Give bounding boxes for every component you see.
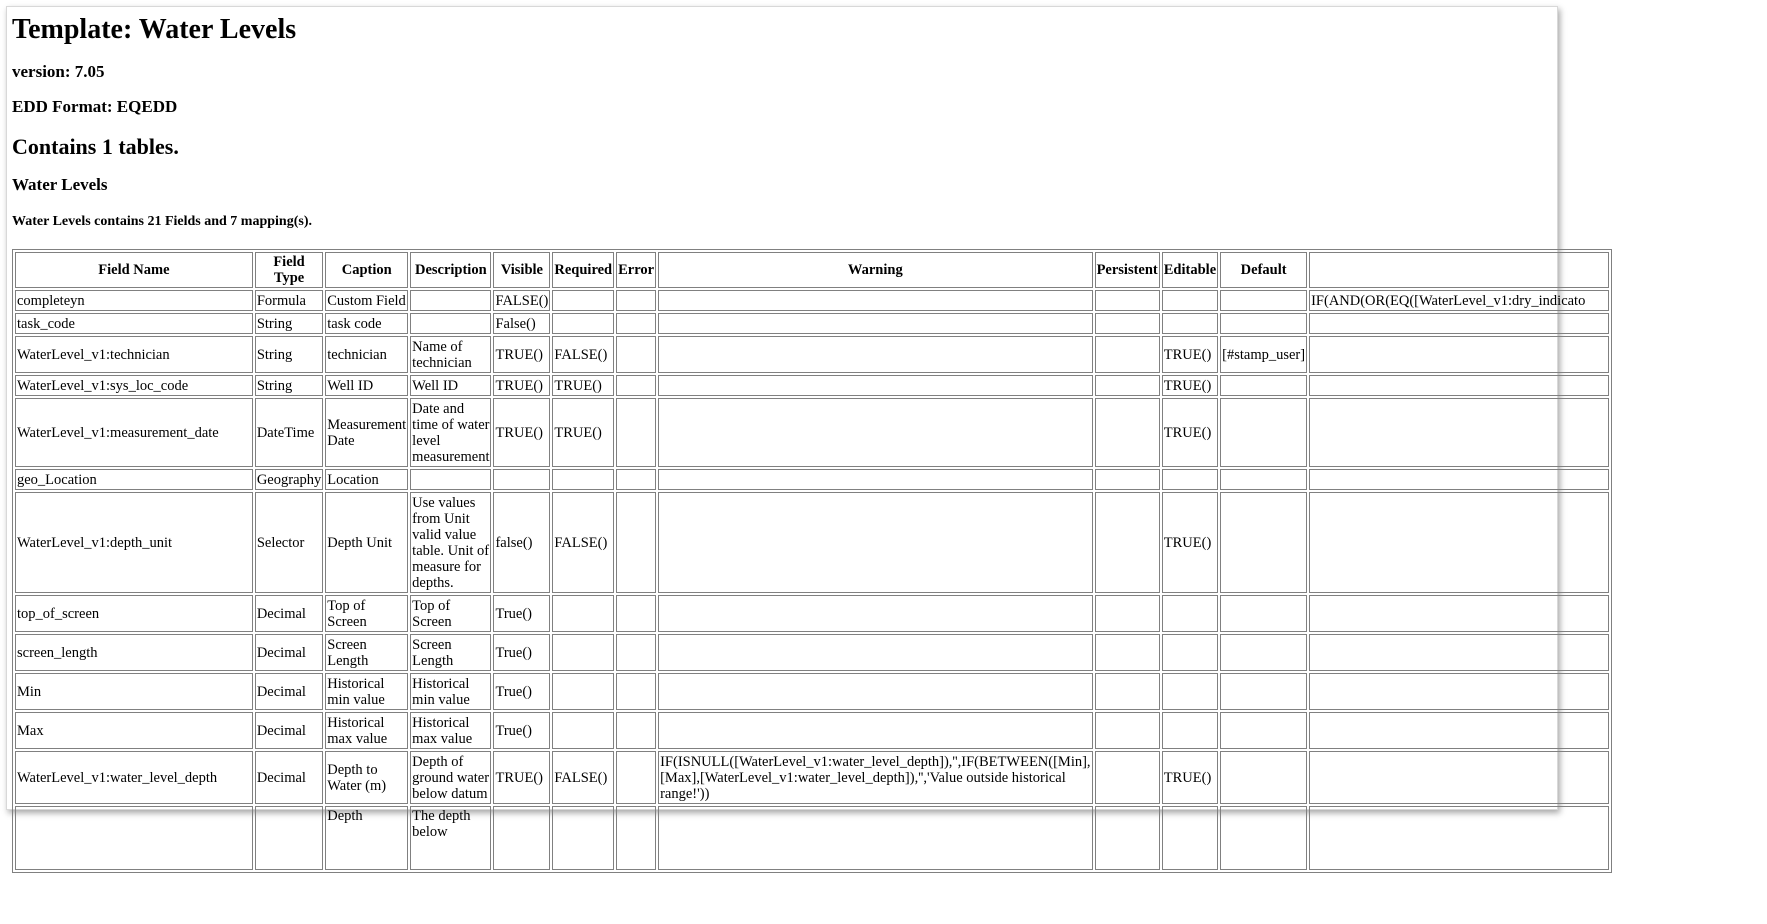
cell-persistent [1095,806,1160,870]
col-error: Error [616,252,656,288]
cell-default [1220,712,1307,749]
cell-default [1220,634,1307,671]
table-row [15,492,1609,593]
cell-extra [1309,673,1609,710]
cell-error [616,290,656,311]
cell-required [552,313,614,334]
cell-default: [#stamp_user] [1220,336,1307,373]
cell-editable: TRUE() [1162,375,1218,396]
cell-warning [658,336,1092,373]
cell-required: FALSE() [552,492,614,593]
cell-error [616,375,656,396]
cell-description: Name of technician [410,336,491,373]
cell-required [552,673,614,710]
cell-extra [1309,375,1609,396]
cell-field-name: Max [15,712,253,749]
cell-field-name: WaterLevel_v1:technician [15,336,253,373]
edd-format-label: EDD Format: EQEDD [12,97,178,116]
cell-field-name: Min [15,673,253,710]
document-content [12,7,1612,840]
cell-error [616,595,656,632]
table-name-heading: Water Levels [12,175,108,194]
cell-extra [1309,313,1609,334]
table-row [15,806,1609,870]
cell-required [552,712,614,749]
cell-visible: True() [493,634,550,671]
cell-error [616,712,656,749]
cell-persistent [1095,492,1160,593]
cell-warning [658,313,1092,334]
cell-field-type: Formula [255,290,323,311]
cell-persistent [1095,336,1160,373]
cell-warning [658,595,1092,632]
cell-field-type: Decimal [255,712,323,749]
col-editable: Editable [1162,252,1218,288]
cell-required: TRUE() [552,398,614,467]
table-row [15,712,1609,749]
cell-required: FALSE() [552,751,614,804]
cell-persistent [1095,398,1160,467]
table-row [15,290,1609,311]
cell-extra [1309,398,1609,467]
cell-default [1220,469,1307,490]
cell-visible: TRUE() [493,336,550,373]
cell-required: FALSE() [552,336,614,373]
cell-visible: TRUE() [493,375,550,396]
cell-field-type [255,806,323,870]
cell-visible: FALSE() [493,290,550,311]
cell-description [410,469,491,490]
cell-field-name: top_of_screen [15,595,253,632]
version-label: version: 7.05 [12,62,105,81]
cell-required [552,290,614,311]
cell-required: TRUE() [552,375,614,396]
table-summary: Water Levels contains 21 Fields and 7 mapping(s). [12,214,312,229]
cell-field-name: completeyn [15,290,253,311]
cell-editable [1162,313,1218,334]
cell-caption: Measurement Date [325,398,408,467]
cell-required [552,806,614,870]
cell-warning [658,469,1092,490]
table-row [15,673,1609,710]
col-warning: Warning [658,252,1092,288]
cell-caption: Historical max value [325,712,408,749]
cell-extra [1309,492,1609,593]
cell-visible [493,469,550,490]
col-required: Required [552,252,614,288]
cell-persistent [1095,673,1160,710]
page-title: Template: Water Levels [12,14,297,45]
table-row [15,595,1609,632]
cell-default [1220,751,1307,804]
cell-error [616,634,656,671]
cell-extra: IF(AND(OR(EQ([WaterLevel_v1:dry_indicato [1309,290,1609,311]
table-count-heading: Contains 1 tables. [12,134,179,159]
col-caption: Caption [325,252,408,288]
cell-visible: True() [493,673,550,710]
cell-extra [1309,336,1609,373]
cell-visible: TRUE() [493,751,550,804]
cell-editable: TRUE() [1162,336,1218,373]
cell-default [1220,290,1307,311]
cell-editable [1162,634,1218,671]
cell-description: The depth below [410,806,491,870]
cell-visible: True() [493,712,550,749]
col-description: Description [410,252,491,288]
cell-editable [1162,290,1218,311]
cell-caption: Well ID [325,375,408,396]
cell-persistent [1095,595,1160,632]
cell-field-name [15,806,253,870]
cell-description: Top of Screen [410,595,491,632]
cell-required [552,634,614,671]
cell-default [1220,375,1307,396]
cell-extra [1309,806,1609,870]
cell-error [616,492,656,593]
table-header-row [15,252,1609,288]
cell-required [552,469,614,490]
cell-default [1220,492,1307,593]
cell-field-name: screen_length [15,634,253,671]
cell-persistent [1095,313,1160,334]
cell-editable: TRUE() [1162,398,1218,467]
cell-persistent [1095,751,1160,804]
cell-field-type: Decimal [255,595,323,632]
cell-description: Date and time of water level measurement [410,398,491,467]
cell-default [1220,313,1307,334]
cell-required [552,595,614,632]
cell-persistent [1095,634,1160,671]
col-default: Default [1220,252,1307,288]
table-row [15,634,1609,671]
cell-default [1220,673,1307,710]
cell-description: Screen Length [410,634,491,671]
cell-field-name: geo_Location [15,469,253,490]
cell-warning [658,673,1092,710]
cell-description: Well ID [410,375,491,396]
cell-persistent [1095,469,1160,490]
cell-extra [1309,634,1609,671]
cell-field-type: String [255,336,323,373]
cell-default [1220,595,1307,632]
cell-warning [658,634,1092,671]
cell-warning [658,398,1092,467]
cell-caption: Top of Screen [325,595,408,632]
document-window [6,6,1586,840]
cell-error [616,313,656,334]
cell-error [616,469,656,490]
cell-field-type: Decimal [255,673,323,710]
cell-visible: false() [493,492,550,593]
cell-field-name: WaterLevel_v1:water_level_depth [15,751,253,804]
cell-field-type: Decimal [255,751,323,804]
table-row [15,313,1609,334]
col-extra [1309,252,1609,288]
cell-extra [1309,751,1609,804]
cell-extra [1309,712,1609,749]
col-field-name: Field Name [15,252,253,288]
cell-persistent [1095,290,1160,311]
cell-field-name: task_code [15,313,253,334]
cell-default [1220,806,1307,870]
cell-field-type: Selector [255,492,323,593]
cell-visible: False() [493,313,550,334]
cell-description: Use values from Unit valid value table. Unit of measure for depths. [410,492,491,593]
cell-field-type: Geography [255,469,323,490]
cell-field-type: String [255,313,323,334]
cell-warning: IF(ISNULL([WaterLevel_v1:water_level_depth]),'',IF(BETWEEN([Min],[Max],[WaterLevel_v1:water_level_depth]),'','Value outside historical range!')) [658,751,1092,804]
cell-caption: Screen Length [325,634,408,671]
cell-editable: TRUE() [1162,751,1218,804]
cell-caption: technician [325,336,408,373]
cell-editable: TRUE() [1162,492,1218,593]
cell-caption: task code [325,313,408,334]
cell-editable [1162,806,1218,870]
cell-description: Depth of ground water below datum [410,751,491,804]
cell-extra [1309,595,1609,632]
cell-warning [658,492,1092,593]
cell-persistent [1095,712,1160,749]
cell-caption: Location [325,469,408,490]
cell-field-type: String [255,375,323,396]
table-row [15,751,1609,804]
cell-field-name: WaterLevel_v1:measurement_date [15,398,253,467]
cell-editable [1162,673,1218,710]
col-field-type: Field Type [255,252,323,288]
cell-default [1220,398,1307,467]
cell-caption: Historical min value [325,673,408,710]
cell-error [616,806,656,870]
cell-description [410,290,491,311]
cell-caption: Depth Unit [325,492,408,593]
cell-visible: True() [493,595,550,632]
cell-error [616,751,656,804]
table-row [15,398,1609,467]
col-persistent: Persistent [1095,252,1160,288]
table-row [15,469,1609,490]
table-row [15,336,1609,373]
cell-error [616,336,656,373]
cell-field-name: WaterLevel_v1:sys_loc_code [15,375,253,396]
cell-warning [658,806,1092,870]
cell-description: Historical min value [410,673,491,710]
cell-error [616,398,656,467]
cell-field-name: WaterLevel_v1:depth_unit [15,492,253,593]
cell-editable [1162,712,1218,749]
cell-extra [1309,469,1609,490]
cell-persistent [1095,375,1160,396]
cell-error [616,673,656,710]
cell-editable [1162,469,1218,490]
cell-caption: Depth to Water (m) [325,751,408,804]
cell-warning [658,375,1092,396]
cell-caption: Custom Field [325,290,408,311]
cell-caption: Depth [325,806,408,870]
fields-table [12,249,1612,873]
table-row [15,375,1609,396]
cell-description: Historical max value [410,712,491,749]
cell-warning [658,290,1092,311]
cell-editable [1162,595,1218,632]
cell-visible: TRUE() [493,398,550,467]
cell-field-type: DateTime [255,398,323,467]
cell-field-type: Decimal [255,634,323,671]
cell-description [410,313,491,334]
cell-visible [493,806,550,870]
cell-warning [658,712,1092,749]
col-visible: Visible [493,252,550,288]
